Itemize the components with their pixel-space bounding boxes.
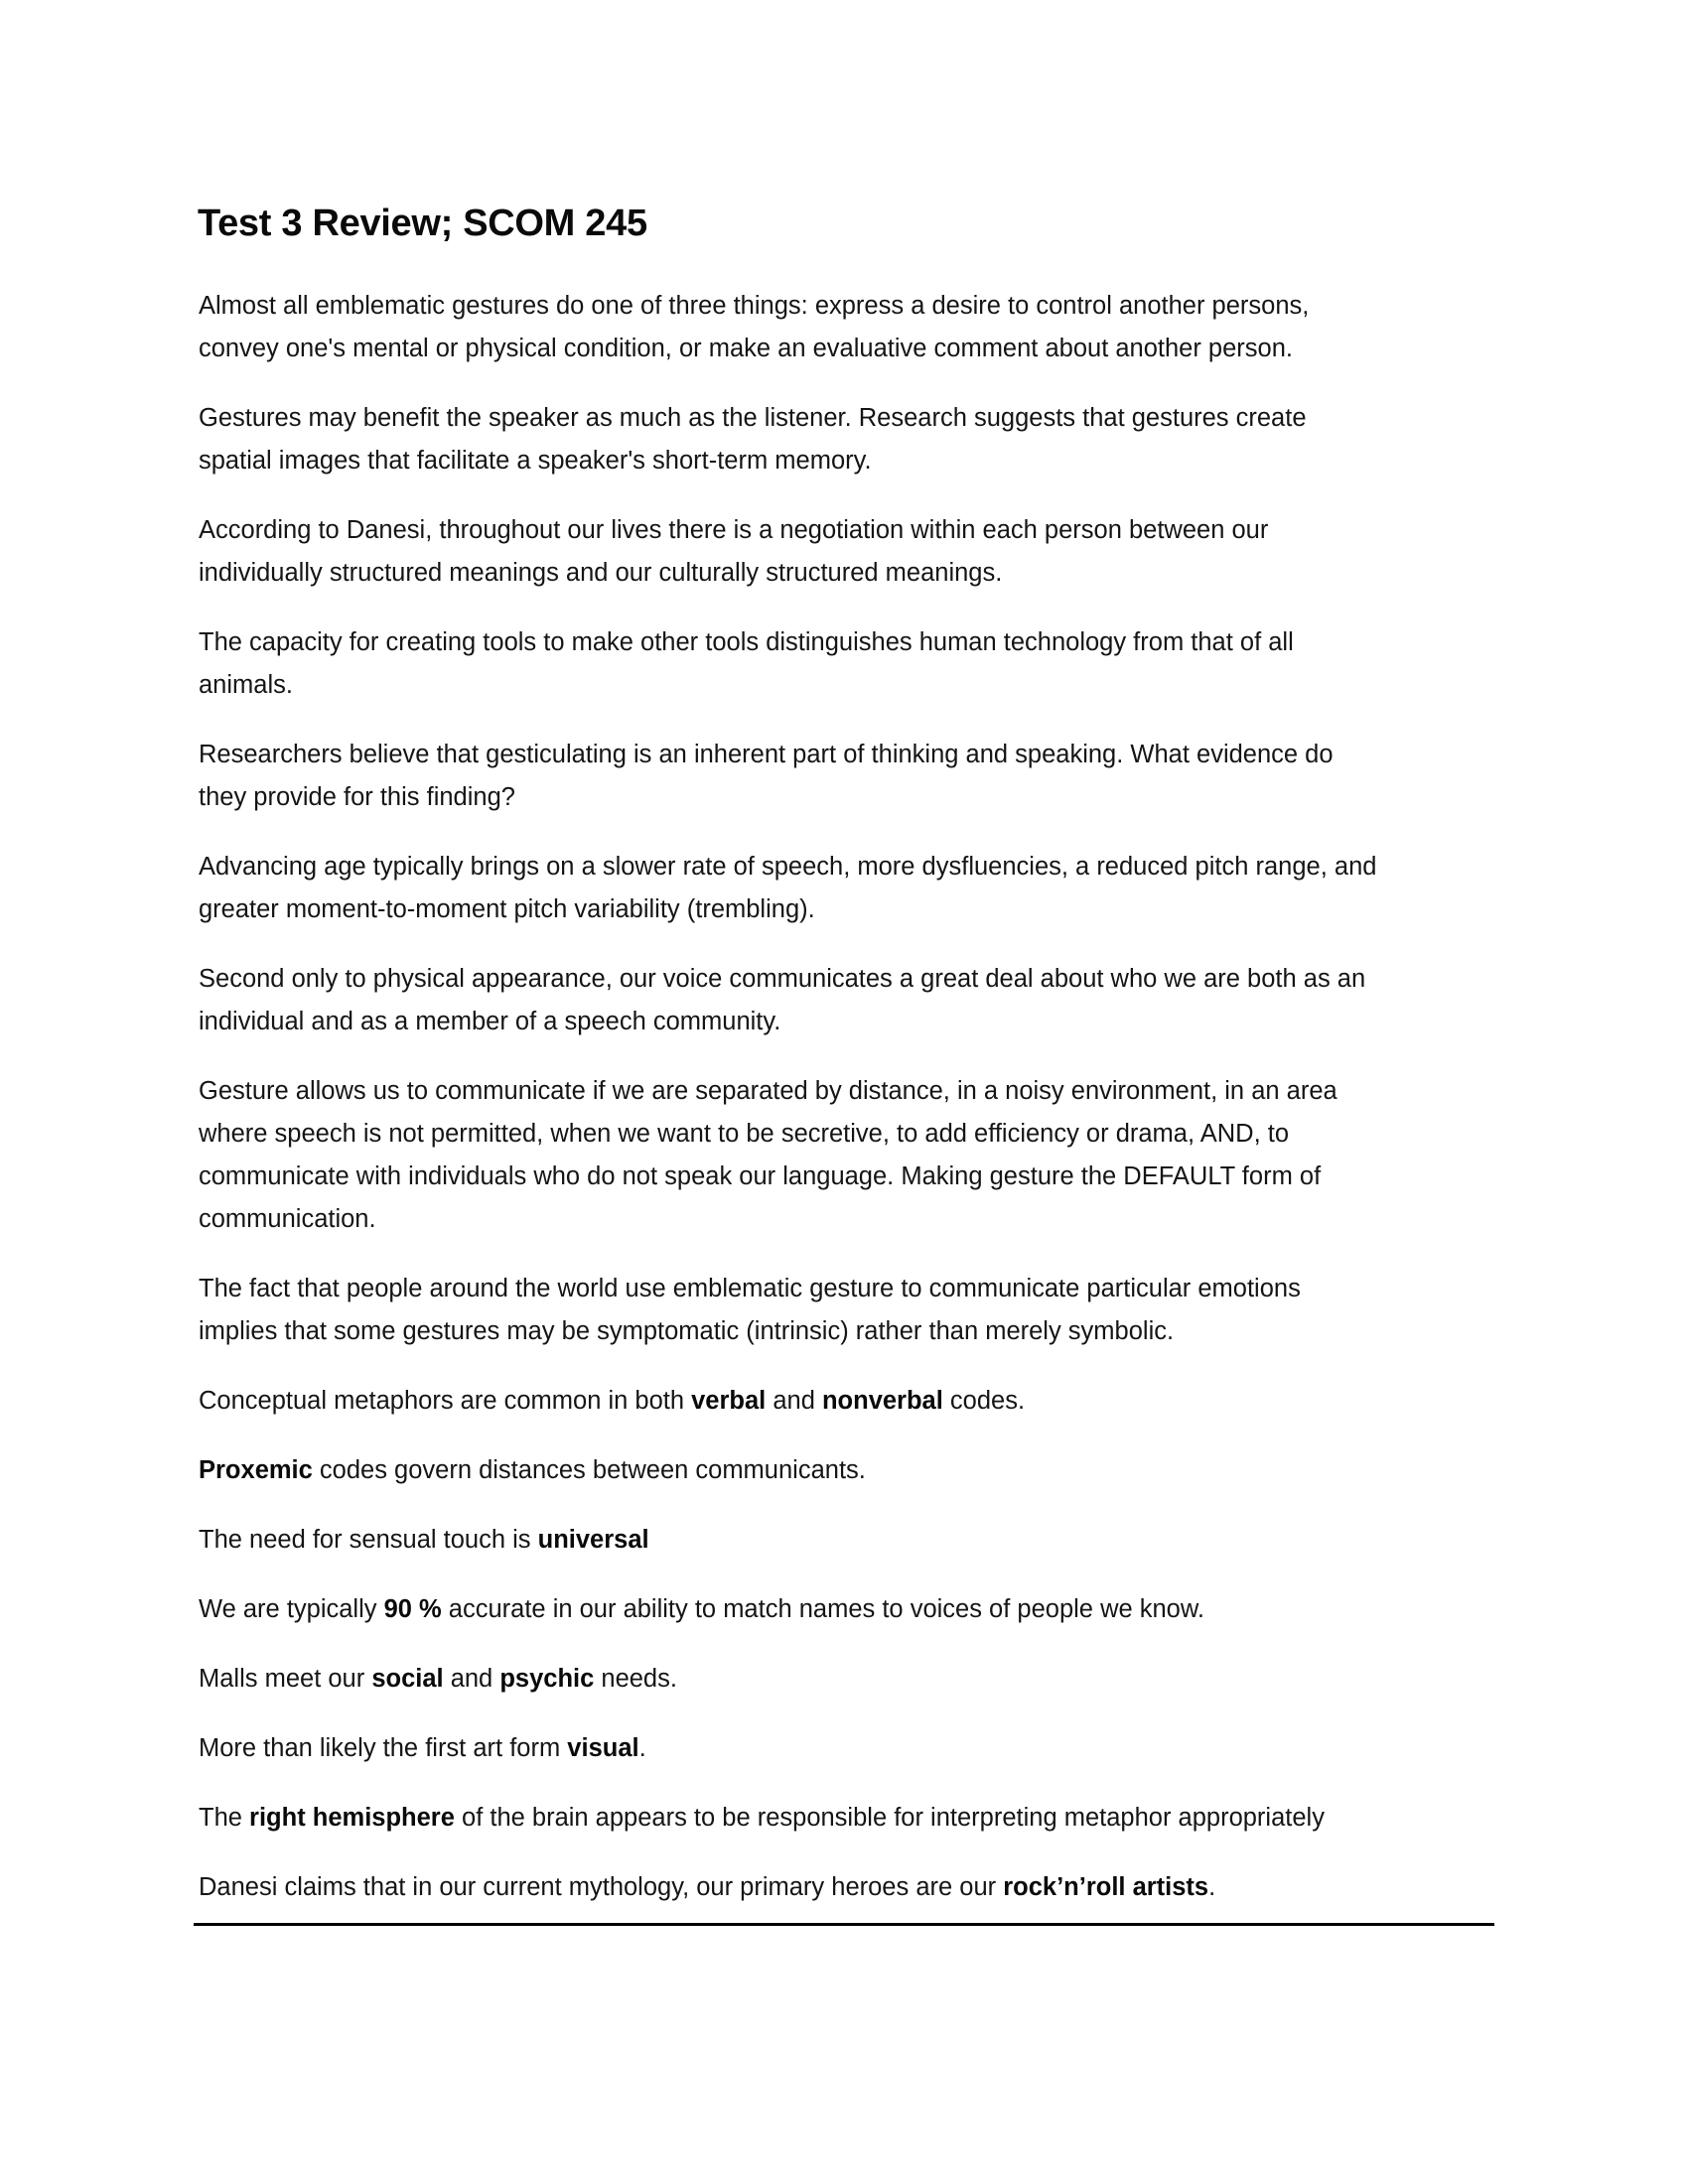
text-run: they provide for this finding? <box>199 783 515 811</box>
text-line <box>199 958 1509 1001</box>
text-line <box>199 1001 1509 1043</box>
text-run: Malls meet our <box>199 1665 372 1693</box>
text-run: . <box>638 1734 646 1762</box>
text-line <box>199 1156 1509 1198</box>
text-line <box>199 1727 1509 1770</box>
bold-term: 90 % <box>383 1595 442 1623</box>
text-line <box>199 509 1509 552</box>
text-line <box>199 1310 1509 1353</box>
paragraph <box>199 285 1509 370</box>
bold-term: psychic <box>499 1665 595 1693</box>
text-run: . <box>1208 1873 1216 1901</box>
text-run: spatial images that facilitate a speaker's short-term memory. <box>199 447 872 475</box>
paragraph <box>199 1449 1509 1492</box>
text-run: codes govern distances between communicants. <box>312 1456 866 1484</box>
text-line <box>199 397 1509 440</box>
bold-term: universal <box>537 1526 649 1554</box>
text-run: individual and as a member of a speech community. <box>199 1008 781 1035</box>
text-line <box>199 1519 1509 1562</box>
paragraph <box>199 846 1509 931</box>
paragraph <box>199 1268 1509 1353</box>
text-run: The capacity for creating tools to make other tools distinguishes human technology from that of all <box>199 628 1294 656</box>
text-line <box>199 734 1509 776</box>
text-line <box>199 1658 1509 1701</box>
text-run: Danesi claims that in our current mythology, our primary heroes are our <box>199 1873 1004 1901</box>
text-line <box>199 1380 1509 1423</box>
text-run: According to Danesi, throughout our lives there is a negotiation within each person between our <box>199 516 1269 544</box>
text-line <box>199 285 1509 328</box>
text-line <box>199 776 1509 819</box>
text-run: Advancing age typically brings on a slower rate of speech, more dysfluencies, a reduced pitch range, and <box>199 853 1377 881</box>
text-run: The need for sensual touch is <box>199 1526 538 1554</box>
text-run: animals. <box>199 671 293 699</box>
bold-term: social <box>371 1665 444 1693</box>
paragraph <box>199 1519 1509 1562</box>
text-line <box>199 1113 1509 1156</box>
paragraph <box>199 1070 1509 1241</box>
paragraph <box>199 621 1509 707</box>
text-run: Gestures may benefit the speaker as much as the listener. Research suggests that gestures create <box>199 404 1307 432</box>
text-run: accurate in our ability to match names to voices of people we know. <box>441 1595 1204 1623</box>
paragraph <box>199 1797 1509 1840</box>
text-line <box>199 1588 1509 1631</box>
text-run: communication. <box>199 1205 376 1233</box>
text-line <box>199 888 1509 931</box>
paragraph <box>199 397 1509 482</box>
document-body <box>199 285 1509 1936</box>
text-run: Conceptual metaphors are common in both <box>199 1387 692 1415</box>
text-run: of the brain appears to be responsible for interpreting metaphor appropriately <box>454 1804 1325 1832</box>
text-run: greater moment-to-moment pitch variability (trembling). <box>199 895 815 923</box>
text-run: and <box>766 1387 822 1415</box>
text-line <box>199 664 1509 707</box>
paragraph <box>199 1588 1509 1631</box>
text-line <box>199 328 1509 370</box>
text-run: Researchers believe that gesticulating is an inherent part of thinking and speaking. What evidence do <box>199 741 1334 768</box>
text-run: The fact that people around the world use emblematic gesture to communicate particular emotions <box>199 1275 1301 1302</box>
text-run: Second only to physical appearance, our voice communicates a great deal about who we are both as an <box>199 965 1366 993</box>
text-line <box>199 1866 1509 1909</box>
paragraph <box>199 1866 1509 1909</box>
text-line <box>199 1449 1509 1492</box>
bold-term: right hemisphere <box>249 1804 455 1832</box>
text-line <box>199 1797 1509 1840</box>
paragraph <box>199 1380 1509 1423</box>
text-run: The <box>199 1804 250 1832</box>
bold-term: rock’n’roll artists <box>1003 1873 1209 1901</box>
text-line <box>199 1198 1509 1241</box>
bold-term: Proxemic <box>199 1456 313 1484</box>
horizontal-rule <box>194 1923 1494 1926</box>
text-line <box>199 1070 1509 1113</box>
bold-term: nonverbal <box>821 1387 943 1415</box>
text-run: and <box>443 1665 500 1693</box>
paragraph <box>199 509 1509 595</box>
text-run: communicate with individuals who do not speak our language. Making gesture the DEFAULT form of <box>199 1162 1322 1190</box>
bold-term: verbal <box>691 1387 767 1415</box>
paragraph <box>199 734 1509 819</box>
bold-term: visual <box>567 1734 639 1762</box>
paragraph <box>199 1658 1509 1701</box>
text-line <box>199 621 1509 664</box>
text-run: Gesture allows us to communicate if we are separated by distance, in a noisy environment, in an area <box>199 1077 1337 1105</box>
text-run: where speech is not permitted, when we want to be secretive, to add efficiency or drama, AND, to <box>199 1120 1290 1148</box>
text-run: implies that some gestures may be symptomatic (intrinsic) rather than merely symbolic. <box>199 1317 1175 1345</box>
text-run: Almost all emblematic gestures do one of three things: express a desire to control another persons, <box>199 292 1310 320</box>
text-run: We are typically <box>199 1595 384 1623</box>
text-run: codes. <box>942 1387 1026 1415</box>
text-run: convey one's mental or physical condition, or make an evaluative comment about another person. <box>199 335 1293 362</box>
text-run: More than likely the first art form <box>199 1734 568 1762</box>
text-run: individually structured meanings and our culturally structured meanings. <box>199 559 1003 587</box>
text-line <box>199 552 1509 595</box>
text-run: needs. <box>594 1665 677 1693</box>
page-title: Test 3 Review; SCOM 245 <box>198 203 647 244</box>
paragraph <box>199 1727 1509 1770</box>
paragraph <box>199 958 1509 1043</box>
text-line <box>199 846 1509 888</box>
text-line <box>199 440 1509 482</box>
text-line <box>199 1268 1509 1310</box>
